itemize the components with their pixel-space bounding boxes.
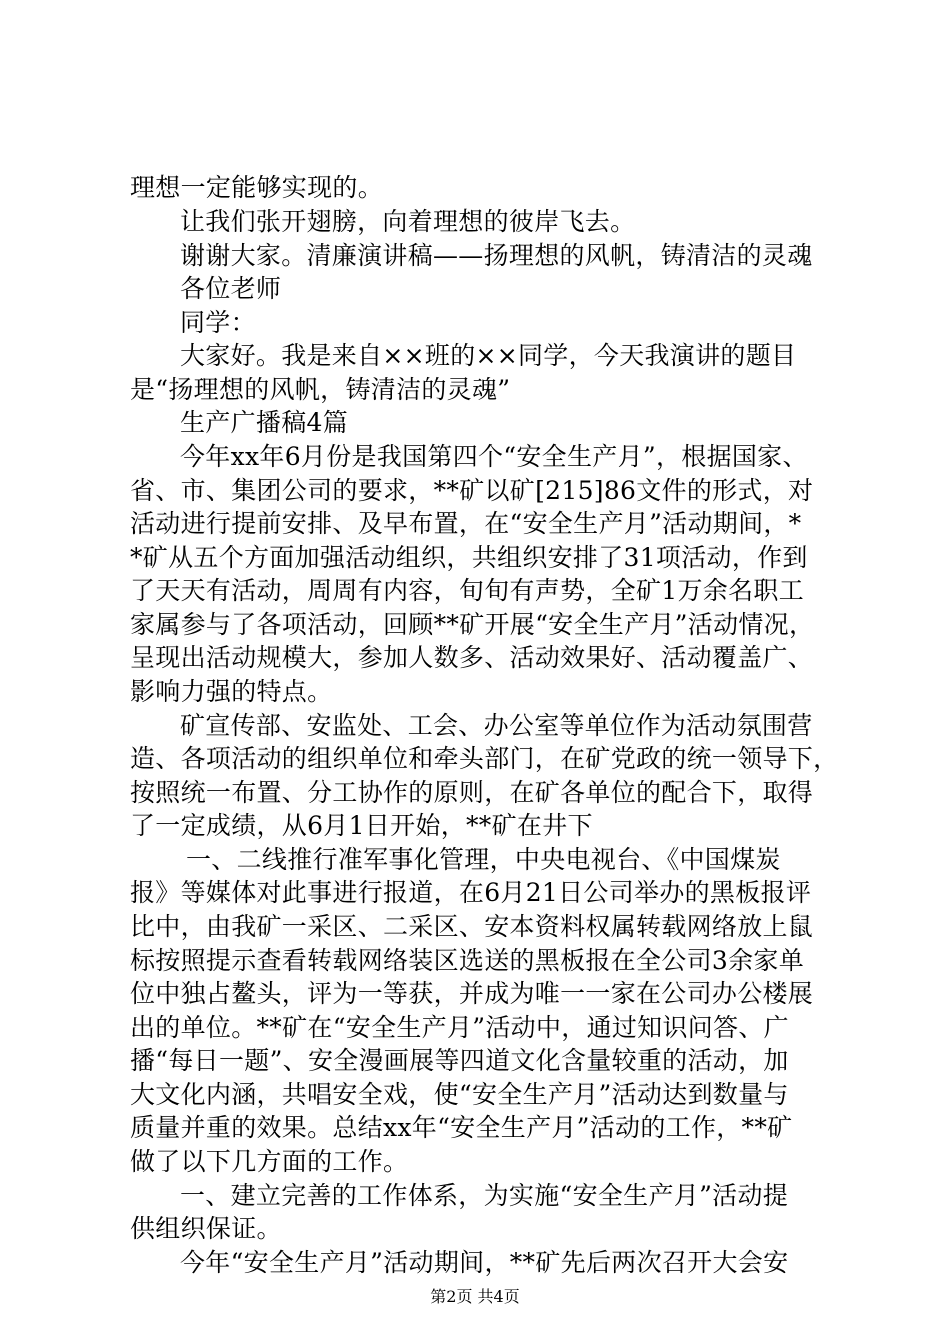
text-line: 报》等媒体对此事进行报道，在6月21日公司举办的黑板报评 [130, 878, 812, 907]
page-footer: 第2页 共4页 [430, 1287, 520, 1306]
text-line: 活动进行提前安排、及早布置，在“安全生产月”活动期间，* [130, 509, 802, 538]
text-line: *矿从五个方面加强活动组织，共组织安排了31项活动，作到 [130, 543, 808, 572]
text-line: 让我们张开翅膀，向着理想的彼岸飞去。 [180, 207, 636, 236]
text-line: 一、建立完善的工作体系，为实施“安全生产月”活动提 [180, 1181, 789, 1210]
text-line: 各位老师 [180, 274, 282, 303]
text-line: 播“每日一题”、安全漫画展等四道文化含量较重的活动，加 [130, 1046, 789, 1075]
text-line: 造、各项活动的组织单位和牵头部门，在矿党政的统一领导下， [130, 744, 839, 773]
text-line: 质量并重的效果。总结xx年“安全生产月”活动的工作，**矿 [130, 1113, 793, 1142]
text-line: 矿宣传部、安监处、工会、办公室等单位作为活动氛围营 [180, 711, 813, 740]
text-line: 了一定成绩，从6月1日开始，**矿在井下 [130, 811, 593, 840]
text-line: 按照统一布置、分工协作的原则，在矿各单位的配合下，取得 [130, 778, 814, 807]
text-line: 家属参与了各项活动，回顾**矿开展“安全生产月”活动情况， [130, 610, 815, 639]
text-line: 一、二线推行准军事化管理，中央电视台、《中国煤炭 [186, 845, 781, 874]
text-line: 今年“安全生产月”活动期间，**矿先后两次召开大会安 [180, 1248, 789, 1277]
text-line: 做了以下几方面的工作。 [130, 1147, 409, 1176]
text-line: 理想一定能够实现的。 [130, 173, 384, 202]
text-line: 供组织保证。 [130, 1214, 282, 1243]
text-line: 影响力强的特点。 [130, 677, 333, 706]
section-heading: 生产广播稿4篇 [180, 408, 349, 437]
text-line: 呈现出活动规模大，参加人数多、活动效果好、活动覆盖广、 [130, 643, 814, 672]
text-line: 今年xx年6月份是我国第四个“安全生产月”，根据国家、 [180, 442, 808, 471]
text-line: 比中，由我矿一采区、二采区、安本资料权属转载网络放上鼠 [130, 912, 814, 941]
text-line: 谢谢大家。清廉演讲稿——扬理想的风帆，铸清洁的灵魂 [180, 241, 813, 270]
text-line: 同学： [180, 308, 256, 337]
text-line: 位中独占鳌头，评为一等获，并成为唯一一家在公司办公楼展 [130, 979, 814, 1008]
text-line: 了天天有活动，周周有内容，旬旬有声势，全矿1万余名职工 [130, 576, 805, 605]
text-line: 大文化内涵，共唱安全戏，使“安全生产月”活动达到数量与 [130, 1080, 789, 1109]
text-line: 标按照提示查看转载网络装区选送的黑板报在全公司3余家单 [130, 946, 805, 975]
text-line: 大家好。我是来自××班的××同学，今天我演讲的题目 [180, 341, 797, 370]
text-line: 出的单位。**矿在“安全生产月”活动中，通过知识问答、广 [130, 1013, 789, 1042]
text-line: 省、市、集团公司的要求，**矿以矿[215]86文件的形式，对 [130, 476, 814, 505]
text-line: 是“扬理想的风帆，铸清洁的灵魂” [130, 375, 511, 404]
